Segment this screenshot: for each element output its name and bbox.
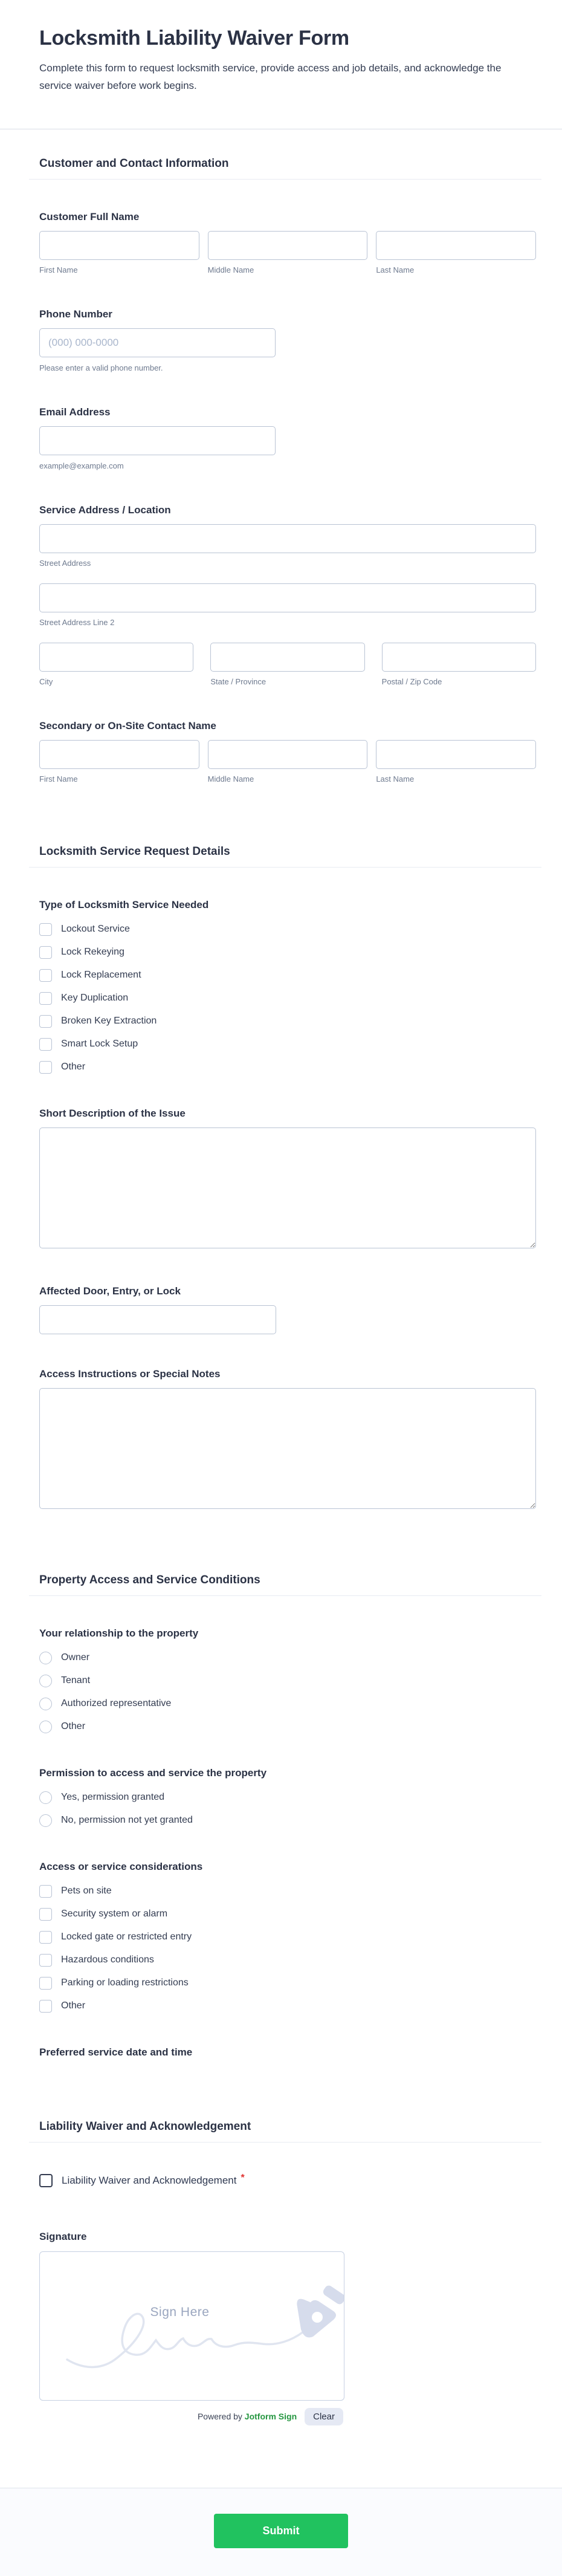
checkbox-icon[interactable] [39, 1885, 52, 1898]
zip-sublabel: Postal / Zip Code [381, 676, 442, 686]
email-input[interactable] [39, 426, 276, 455]
jotform-sign-brand: Jotform Sign [244, 2412, 297, 2422]
checkbox-option-row[interactable] [39, 1931, 536, 1944]
issue-description-label: Short Description of the Issue [39, 1107, 186, 1119]
city-sublabel: City [39, 676, 53, 686]
radio-icon[interactable] [39, 1698, 52, 1710]
phone-hint: Please enter a valid phone number. [39, 363, 163, 372]
flex-spacer [0, 2459, 562, 2488]
powered-by-text: Powered by Jotform Sign [197, 2412, 297, 2422]
section-customer-contact [0, 129, 562, 817]
last-name-input[interactable] [376, 231, 536, 260]
access-notes-label: Access Instructions or Special Notes [39, 1367, 221, 1380]
sign-here-placeholder: Sign Here [150, 2305, 210, 2319]
checkbox-option-row[interactable] [39, 1061, 536, 1074]
street-address-sublabel: Street Address [39, 558, 91, 568]
customer-full-name-label: Customer Full Name [39, 210, 140, 222]
section-heading-property: Property Access and Service Conditions [39, 1573, 260, 1586]
checkbox-option-row[interactable] [39, 1015, 536, 1028]
clear-signature-button[interactable]: Clear [305, 2408, 343, 2425]
phone-input[interactable] [39, 328, 276, 357]
checkbox-icon[interactable] [39, 1954, 52, 1967]
option-label: Parking or loading restrictions [61, 1977, 189, 1988]
option-label: Key Duplication [61, 993, 129, 1004]
question-relationship [39, 1627, 536, 1733]
permission-label: Permission to access and service the property [39, 1767, 267, 1779]
signature-pad[interactable] [39, 2251, 344, 2401]
signature-label: Signature [39, 2230, 87, 2242]
street-address-line2-sublabel: Street Address Line 2 [39, 617, 115, 627]
question-preferred-datetime [39, 2046, 536, 2059]
question-service-address [39, 504, 536, 686]
relationship-label: Your relationship to the property [39, 1627, 199, 1639]
checkbox-option-row[interactable] [39, 946, 536, 959]
option-label: No, permission not yet granted [61, 1815, 193, 1826]
radio-icon[interactable] [39, 1814, 52, 1827]
preferred-datetime-label: Preferred service date and time [39, 2046, 193, 2058]
option-label: Lockout Service [61, 924, 130, 935]
question-considerations [39, 1861, 536, 2013]
waiver-acknowledgement-row[interactable] [39, 2174, 536, 2187]
checkbox-icon[interactable] [39, 1908, 52, 1921]
question-phone-number [39, 308, 536, 372]
option-label: Locked gate or restricted entry [61, 1932, 192, 1942]
secondary-contact-label: Secondary or On-Site Contact Name [39, 719, 216, 732]
considerations-label: Access or service considerations [39, 1860, 203, 1872]
radio-icon[interactable] [39, 1652, 52, 1664]
option-label: Yes, permission granted [61, 1792, 165, 1803]
submit-button[interactable]: Submit [214, 2514, 348, 2548]
option-label: Broken Key Extraction [61, 1016, 157, 1027]
section-property-access [0, 1546, 562, 2092]
street-address-line2-input[interactable] [39, 583, 536, 612]
street-address-input[interactable] [39, 524, 536, 553]
radio-option-row[interactable] [39, 1791, 536, 1804]
checkbox-icon[interactable] [39, 923, 52, 936]
email-label: Email Address [39, 406, 111, 418]
permission-options [39, 1791, 536, 1827]
option-label: Owner [61, 1652, 90, 1663]
question-signature [39, 2231, 536, 2425]
section-service-request [0, 817, 562, 1546]
radio-option-row[interactable] [39, 1652, 536, 1664]
email-hint: example@example.com [39, 461, 124, 470]
checkbox-option-row[interactable] [39, 923, 536, 936]
considerations-options [39, 1885, 536, 2013]
checkbox-icon[interactable] [39, 969, 52, 982]
question-service-type [39, 899, 536, 1074]
affected-lock-input[interactable] [39, 1305, 276, 1334]
option-label: Smart Lock Setup [61, 1039, 138, 1050]
secondary-last-name-sublabel: Last Name [376, 774, 415, 784]
checkbox-icon[interactable] [39, 1931, 52, 1944]
option-label: Security system or alarm [61, 1909, 168, 1919]
affected-lock-label: Affected Door, Entry, or Lock [39, 1285, 181, 1297]
form-subtitle: Complete this form to request locksmith service, provide access and job details, and acknowledge the service waiver before work begins. [39, 62, 502, 91]
secondary-middle-name-sublabel: Middle Name [207, 774, 254, 784]
service-type-label: Type of Locksmith Service Needed [39, 898, 209, 910]
waiver-checkbox-label: Liability Waiver and Acknowledgement [62, 2174, 237, 2186]
question-affected-lock [39, 1285, 536, 1334]
question-issue-description [39, 1108, 536, 1251]
first-name-input[interactable] [39, 231, 199, 260]
radio-option-row[interactable] [39, 1698, 536, 1710]
section-heading-customer: Customer and Contact Information [39, 157, 229, 170]
question-access-notes [39, 1368, 536, 1512]
radio-icon[interactable] [39, 1675, 52, 1687]
option-label: Lock Replacement [61, 970, 141, 981]
first-name-sublabel: First Name [39, 265, 78, 274]
waiver-checkbox-icon[interactable] [39, 2174, 53, 2187]
zip-input[interactable] [382, 643, 536, 672]
checkbox-option-row[interactable] [39, 969, 536, 982]
city-input[interactable] [39, 643, 193, 672]
squiggle-line [67, 2314, 303, 2367]
question-permission [39, 1767, 536, 1827]
radio-icon[interactable] [39, 1721, 52, 1733]
question-email [39, 406, 536, 470]
radio-option-row[interactable] [39, 1721, 536, 1733]
submit-area [0, 2488, 562, 2576]
option-label: Hazardous conditions [61, 1955, 154, 1965]
checkbox-option-row[interactable] [39, 2000, 536, 2013]
section-heading-waiver: Liability Waiver and Acknowledgement [39, 2120, 251, 2133]
signature-placeholder-art [40, 2252, 344, 2400]
checkbox-option-row[interactable] [39, 1977, 536, 1990]
checkbox-icon[interactable] [39, 1061, 52, 1074]
service-address-label: Service Address / Location [39, 504, 171, 516]
middle-name-input[interactable] [208, 231, 368, 260]
option-label: Other [61, 1721, 86, 1732]
section-heading-service: Locksmith Service Request Details [39, 845, 230, 858]
state-sublabel: State / Province [210, 676, 266, 686]
checkbox-icon[interactable] [39, 1015, 52, 1028]
section-liability-waiver [0, 2092, 562, 2459]
issue-description-textarea[interactable] [39, 1127, 536, 1248]
checkbox-option-row[interactable] [39, 1954, 536, 1967]
secondary-last-name-input[interactable] [376, 740, 536, 769]
phone-label: Phone Number [39, 308, 112, 320]
radio-option-row[interactable] [39, 1814, 536, 1827]
checkbox-icon[interactable] [39, 2000, 52, 2013]
question-secondary-contact [39, 720, 536, 784]
secondary-first-name-input[interactable] [39, 740, 199, 769]
last-name-sublabel: Last Name [376, 265, 415, 274]
checkbox-option-row[interactable] [39, 1038, 536, 1051]
checkbox-option-row[interactable] [39, 1908, 536, 1921]
middle-name-sublabel: Middle Name [207, 265, 254, 274]
required-asterisk: * [241, 2172, 245, 2183]
checkbox-icon[interactable] [39, 992, 52, 1005]
signature-footer [39, 2408, 343, 2425]
radio-option-row[interactable] [39, 1675, 536, 1687]
checkbox-icon[interactable] [39, 1977, 52, 1990]
option-label: Other [61, 2000, 86, 2011]
relationship-options [39, 1652, 536, 1733]
form-title: Locksmith Liability Waiver Form [39, 27, 349, 50]
access-notes-textarea[interactable] [39, 1388, 536, 1509]
checkbox-option-row[interactable] [39, 992, 536, 1005]
option-label: Tenant [61, 1675, 91, 1686]
service-type-options [39, 923, 536, 1074]
radio-icon[interactable] [39, 1791, 52, 1804]
option-label: Lock Rekeying [61, 947, 124, 958]
question-customer-full-name [39, 211, 536, 274]
state-input[interactable] [210, 643, 364, 672]
secondary-first-name-sublabel: First Name [39, 774, 78, 784]
option-label: Other [61, 1062, 86, 1072]
option-label: Pets on site [61, 1886, 112, 1896]
option-label: Authorized representative [61, 1698, 172, 1709]
checkbox-icon[interactable] [39, 1038, 52, 1051]
form-header [0, 0, 562, 129]
secondary-middle-name-input[interactable] [208, 740, 368, 769]
checkbox-option-row[interactable] [39, 1885, 536, 1898]
checkbox-icon[interactable] [39, 946, 52, 959]
